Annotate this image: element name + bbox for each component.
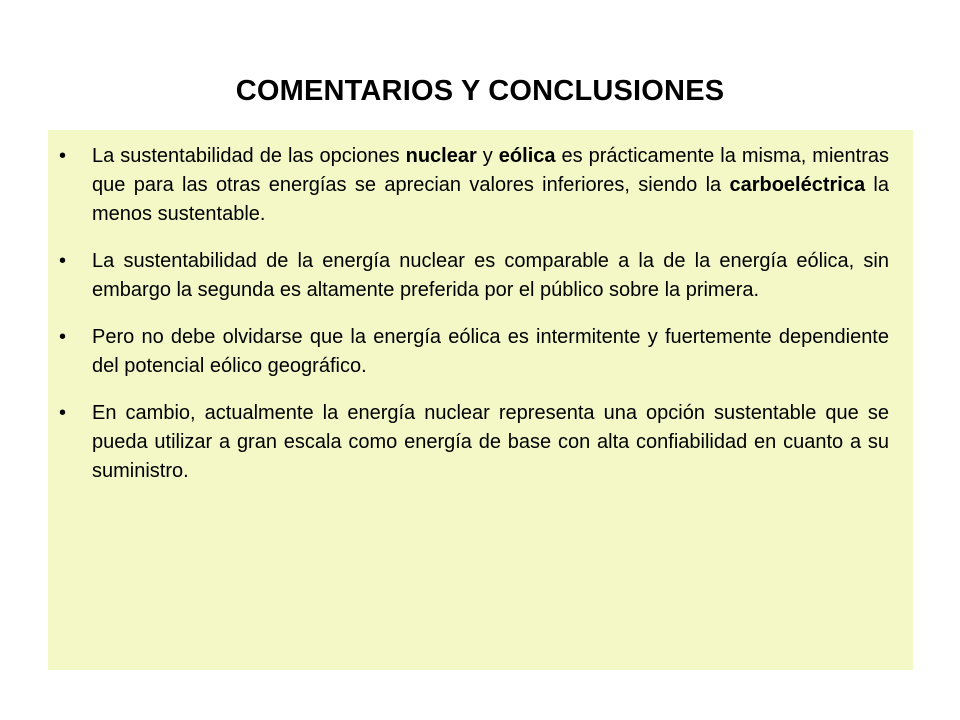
bullet-item — [48, 247, 913, 305]
bullet-icon: • — [59, 250, 67, 272]
emphasis-nuclear: nuclear — [405, 145, 477, 167]
emphasis-eolica: eólica — [498, 145, 556, 167]
bullet-item — [48, 399, 913, 486]
bullet-text: La sustentabilidad de las opciones — [92, 145, 406, 167]
content-box — [48, 130, 913, 670]
bullet-icon: • — [59, 326, 67, 348]
bullet-text: la menos sustentable. — [92, 174, 890, 225]
bullet-text: es prácticamente la misma, mientras que para las otras energías se aprecian valores inferiores, siendo la — [92, 145, 889, 196]
bullet-icon: • — [59, 145, 67, 167]
bullet-list — [48, 142, 913, 504]
bullet-text: y — [476, 145, 499, 167]
bullet-icon: • — [59, 402, 67, 424]
bullet-item — [48, 142, 913, 229]
slide-title: COMENTARIOS Y CONCLUSIONES — [235, 75, 725, 108]
bullet-text: La sustentabilidad de la energía nuclear es comparable a la de la energía eólica, sin embargo la segunda es altamente preferida por el público sobre la primera. — [92, 250, 889, 301]
bullet-text: En cambio, actualmente la energía nuclear representa una opción sustentable que se pueda utilizar a gran escala como energía de base con alta confiabilidad en cuanto a su suministro. — [92, 402, 889, 482]
emphasis-carboelectrica: carboeléctrica — [729, 174, 866, 196]
bullet-text: Pero no debe olvidarse que la energía eólica es intermitente y fuertemente dependiente del potencial eólico geográfico. — [92, 326, 889, 377]
bullet-item — [48, 323, 913, 381]
